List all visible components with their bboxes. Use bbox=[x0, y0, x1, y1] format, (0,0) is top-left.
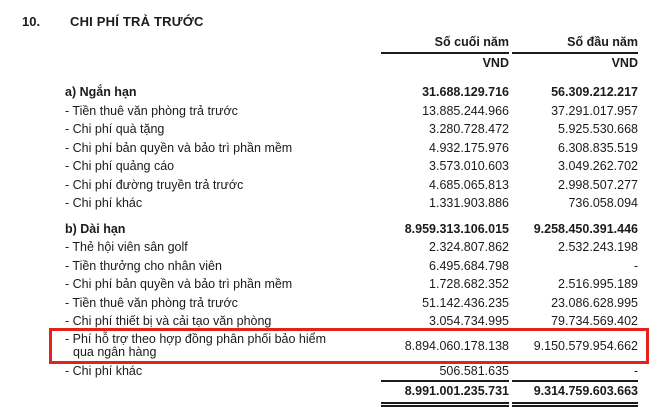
table-row bbox=[65, 312, 638, 331]
table-unit-row bbox=[65, 54, 638, 73]
row-value-ending: 51.142.436.235 bbox=[422, 295, 509, 310]
table-row bbox=[65, 176, 638, 195]
row-label: - Chi phí bản quyền và bảo trì phần mềm bbox=[65, 277, 293, 291]
row-value-ending: 2.324.807.862 bbox=[429, 240, 509, 254]
row-value-beginning: 23.086.628.995 bbox=[551, 295, 638, 310]
total-spacer bbox=[65, 382, 381, 407]
section-a-header-row bbox=[65, 83, 638, 102]
section-a-label: a) Ngắn hạn bbox=[65, 85, 137, 99]
table-row bbox=[65, 362, 638, 383]
row-value-ending: 1.331.903.886 bbox=[429, 196, 509, 210]
unit-spacer bbox=[65, 54, 381, 73]
row-label: - Chi phí khác bbox=[65, 363, 143, 378]
total-beginning: 9.314.759.603.663 bbox=[512, 382, 638, 407]
row-value-ending: 3.280.728.472 bbox=[429, 122, 509, 136]
section-a-beginning: 56.309.212.217 bbox=[551, 85, 638, 99]
row-value-ending: 6.495.684.798 bbox=[429, 258, 509, 273]
table-header-row bbox=[65, 33, 638, 54]
row-value-beginning: 79.734.569.402 bbox=[551, 314, 638, 328]
row-label-line1: - Phí hỗ trợ theo hợp đồng phân phối bảo hiểm bbox=[65, 331, 327, 346]
row-value-beginning: 3.049.262.702 bbox=[558, 159, 638, 173]
header-spacer bbox=[65, 33, 381, 54]
total-ending: 8.991.001.235.731 bbox=[381, 382, 509, 407]
table-row bbox=[65, 120, 638, 139]
row-value-ending: 13.885.244.966 bbox=[422, 103, 509, 118]
row-label-line2: qua ngân hàng bbox=[73, 345, 157, 359]
row-label: - Chi phí quà tặng bbox=[65, 122, 165, 136]
table-row bbox=[65, 238, 638, 257]
row-value-beginning: 736.058.094 bbox=[568, 196, 638, 210]
row-label: - Thẻ hội viên sân golf bbox=[65, 240, 188, 254]
column-header-ending-balance: Số cuối năm bbox=[381, 33, 509, 54]
prepaid-expenses-table bbox=[65, 33, 638, 407]
row-value-ending: 506.581.635 bbox=[381, 362, 509, 383]
row-label: - Chi phí bản quyền và bảo trì phần mềm bbox=[65, 140, 293, 155]
section-b-header-row bbox=[65, 220, 638, 239]
table-row-bancassurance-highlighted bbox=[65, 331, 638, 362]
row-value-ending: 4.932.175.976 bbox=[429, 140, 509, 155]
row-value-beginning: 2.516.995.189 bbox=[558, 277, 638, 291]
row-value-beginning: 5.925.530.668 bbox=[558, 122, 638, 136]
table-row bbox=[65, 257, 638, 276]
row-label: - Chi phí đường truyền trả trước bbox=[65, 177, 244, 192]
row-value-beginning: 37.291.017.957 bbox=[551, 103, 638, 118]
row-value-beginning: 6.308.835.519 bbox=[558, 140, 638, 155]
column-header-beginning-balance: Số đầu năm bbox=[512, 33, 638, 54]
row-value-ending: 3.573.010.603 bbox=[429, 159, 509, 173]
row-label: - Chi phí quảng cáo bbox=[65, 159, 175, 173]
table-row bbox=[65, 275, 638, 294]
row-value-beginning: - bbox=[633, 258, 638, 273]
row-value-beginning: - bbox=[512, 362, 638, 383]
row-label: - Chi phí thiết bị và cải tạo văn phòng bbox=[65, 314, 272, 328]
unit-beginning: VND bbox=[611, 55, 638, 70]
row-label: - Tiền thưởng cho nhân viên bbox=[65, 258, 222, 273]
row-value-beginning: 2.998.507.277 bbox=[558, 177, 638, 192]
note-heading bbox=[22, 14, 638, 29]
table-row bbox=[65, 194, 638, 213]
row-value-ending: 8.894.060.178.138 bbox=[404, 338, 509, 353]
table-row bbox=[65, 102, 638, 121]
row-value-ending: 3.054.734.995 bbox=[429, 314, 509, 328]
section-b-ending: 8.959.313.106.015 bbox=[404, 221, 509, 236]
row-label: - Chi phí khác bbox=[65, 196, 143, 210]
note-title: CHI PHÍ TRẢ TRƯỚC bbox=[70, 14, 204, 29]
unit-ending: VND bbox=[482, 55, 509, 70]
row-label: - Tiền thuê văn phòng trả trước bbox=[65, 295, 238, 310]
row-label bbox=[65, 333, 381, 360]
note-number: 10. bbox=[22, 14, 41, 29]
row-value-ending: 4.685.065.813 bbox=[429, 177, 509, 192]
section-a-ending: 31.688.129.716 bbox=[422, 85, 509, 99]
table-row bbox=[65, 294, 638, 313]
table-row bbox=[65, 157, 638, 176]
row-value-beginning: 2.532.243.198 bbox=[558, 240, 638, 254]
row-label: - Tiền thuê văn phòng trả trước bbox=[65, 103, 238, 118]
section-b-beginning: 9.258.450.391.446 bbox=[533, 221, 638, 236]
table-row bbox=[65, 139, 638, 158]
row-value-beginning: 9.150.579.954.662 bbox=[533, 338, 638, 353]
grand-total-row bbox=[65, 382, 638, 407]
row-value-ending: 1.728.682.352 bbox=[429, 277, 509, 291]
section-b-label: b) Dài hạn bbox=[65, 221, 126, 236]
